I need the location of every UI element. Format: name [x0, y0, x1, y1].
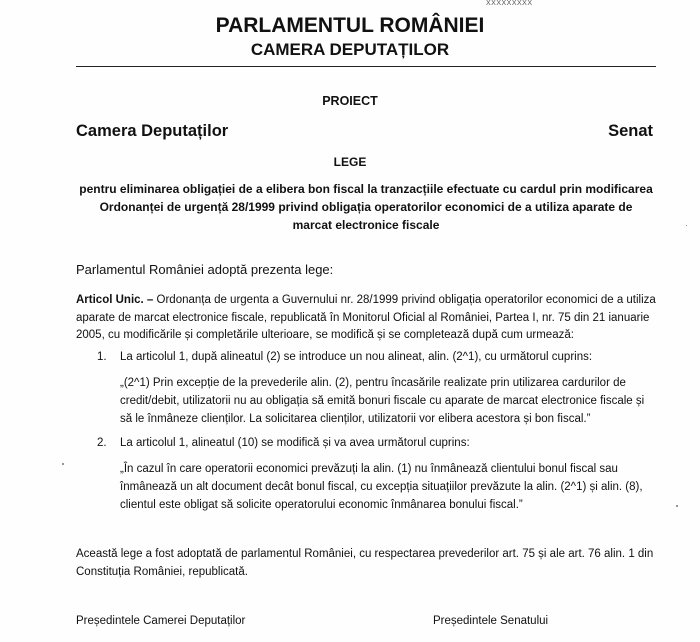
signature-left: Președintele Camerei Deputaților [76, 615, 246, 627]
law-title-line: Ordonanței de urgență 28/1999 privind obligația operatorilor economici de a utiliza aparate de [99, 200, 633, 214]
law-title-line: pentru eliminarea obligației de a elibera bon fiscal la tranzacțiile efectuate cu cardul prin modificarea [79, 182, 653, 196]
amendment-quote [120, 460, 657, 514]
list-item-text: La articolul 1, alineatul (10) se modifică și va avea următorul cuprins: [120, 437, 470, 449]
amendment-quote [120, 374, 657, 428]
law-title-line: marcat electronice fiscale [292, 218, 440, 232]
scan-artifact-text: XXXXXXXXX [486, 0, 533, 7]
closing-line: Constituția României, republicată. [76, 566, 248, 578]
law-title [76, 180, 656, 234]
list-item-text: La articolul 1, după alineatul (2) se introduce un nou alineat, alin. (2^1), cu următorul cuprins: [120, 351, 593, 363]
list-item-number: 1. [97, 351, 107, 363]
article-text: Ordonanța de urgenta a Guvernului nr. 28/1999 privind obligația operatorilor economici de a utiliza [153, 294, 656, 306]
header-divider [76, 66, 656, 67]
law-label: LEGE [333, 155, 367, 169]
document-type-label: PROIECT [322, 94, 378, 108]
institution-title: PARLAMENTUL ROMÂNIEI [215, 14, 485, 37]
closing-line: Această lege a fost adoptată de parlamentul României, cu respectarea prevederilor art. 75 și ale art. 76 alin. 1 din [76, 548, 654, 560]
article-line: 2005, cu modificările și completările ulterioare, se modifică și se completează după cum urmează: [76, 329, 574, 341]
article-label: Articol Unic. – [76, 294, 154, 306]
intro-paragraph: Parlamentul României adoptă prezenta lege: [76, 262, 334, 277]
article-paragraph [76, 292, 658, 345]
scan-speck [676, 505, 678, 507]
list-item-number: 2. [97, 437, 107, 449]
quote-line: credit/debit, utilizatorii nu au obligația să emită bonuri fiscale cu aparate de marcat electronice fiscale și [120, 395, 645, 407]
scan-speck [62, 463, 64, 465]
scan-speck [686, 225, 687, 226]
chamber-left-label: Camera Deputaților [76, 122, 229, 140]
signature-right: Președintele Senatului [433, 615, 549, 627]
quote-line: „În cazul în care operatorii economici prevăzuți la alin. (1) nu înmânează clientului bonul fiscal sau [120, 463, 618, 475]
chamber-title: CAMERA DEPUTAȚILOR [250, 40, 450, 59]
quote-line: înmânează un alt document decât bonul fiscal, cu excepția situațiilor prevăzute la alin. (2^1) și alin. (8), [120, 481, 643, 493]
article-line: aparate de marcat electronice fiscale, republicată în Monitorul Oficial al României, Partea I, nr. 75 din 21 ianuarie [76, 311, 650, 324]
closing-paragraph [76, 545, 658, 581]
article-line [76, 292, 658, 310]
quote-line: „(2^1) Prin excepție de la prevederile alin. (2), pentru încasările realizate prin utilizarea cardurilor de [120, 377, 626, 389]
quote-line: să le înmâneze clienților. La solicitarea clienților, utilizatorii vor elibera acestora și bon fiscal.” [120, 413, 591, 425]
chamber-right-label: Senat [608, 122, 653, 140]
quote-line: clientul este obligat să solicite operatorului economic înmânarea bonului fiscal.” [120, 499, 523, 511]
